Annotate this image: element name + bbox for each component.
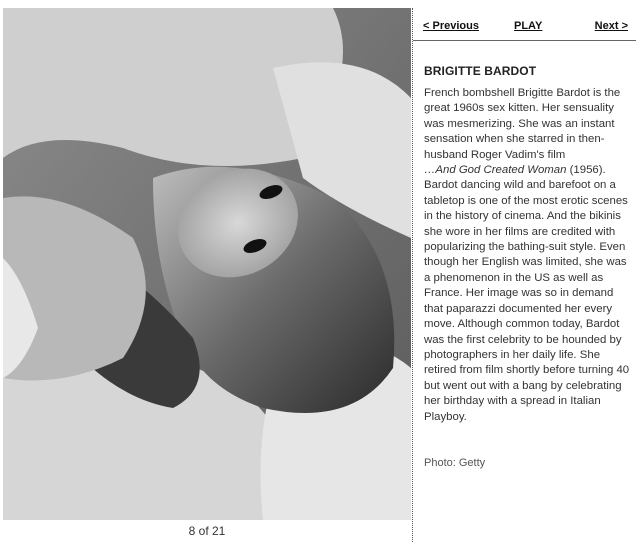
caption-body-part1: French bombshell Brigitte Bardot is the great 1960s sex kitten. Her sensuality was mesmerizing. She was an instant sensation when she starred in then-husband Roger Vadim's film — [424, 87, 621, 161]
slide-caption — [424, 64, 630, 425]
portrait-photo-image — [3, 8, 411, 520]
play-link[interactable]: PLAY — [514, 20, 543, 32]
slideshow-photo — [3, 8, 411, 520]
previous-link[interactable]: < Previous — [423, 20, 479, 32]
photo-credit: Photo: Getty — [424, 457, 486, 469]
caption-body-part2: (1956). Bardot dancing wild and barefoot on a tabletop is one of the most erotic scenes in the history of cinema. And the bikinis she wore in her films are credited with popularizing the bathing-suit style. Even though her English was limited, she was a phenomenon in the US as well as France. Her image was so in demand that paparazzi documented her every move. Although common today, Bardot was the first celebrity to be hounded by photographers in her daily life. She retired from film shortly before turning 40 but went out with a bang by celebrating her birthday with a spread in Italian Playboy. — [424, 164, 630, 423]
caption-body — [424, 86, 630, 425]
caption-title: BRIGITTE BARDOT — [424, 64, 537, 78]
caption-film-title: …And God Created Woman — [424, 164, 567, 177]
column-divider — [412, 8, 413, 542]
slide-counter: 8 of 21 — [188, 524, 226, 538]
slideshow-nav — [413, 8, 636, 41]
next-link[interactable]: Next > — [594, 20, 628, 32]
